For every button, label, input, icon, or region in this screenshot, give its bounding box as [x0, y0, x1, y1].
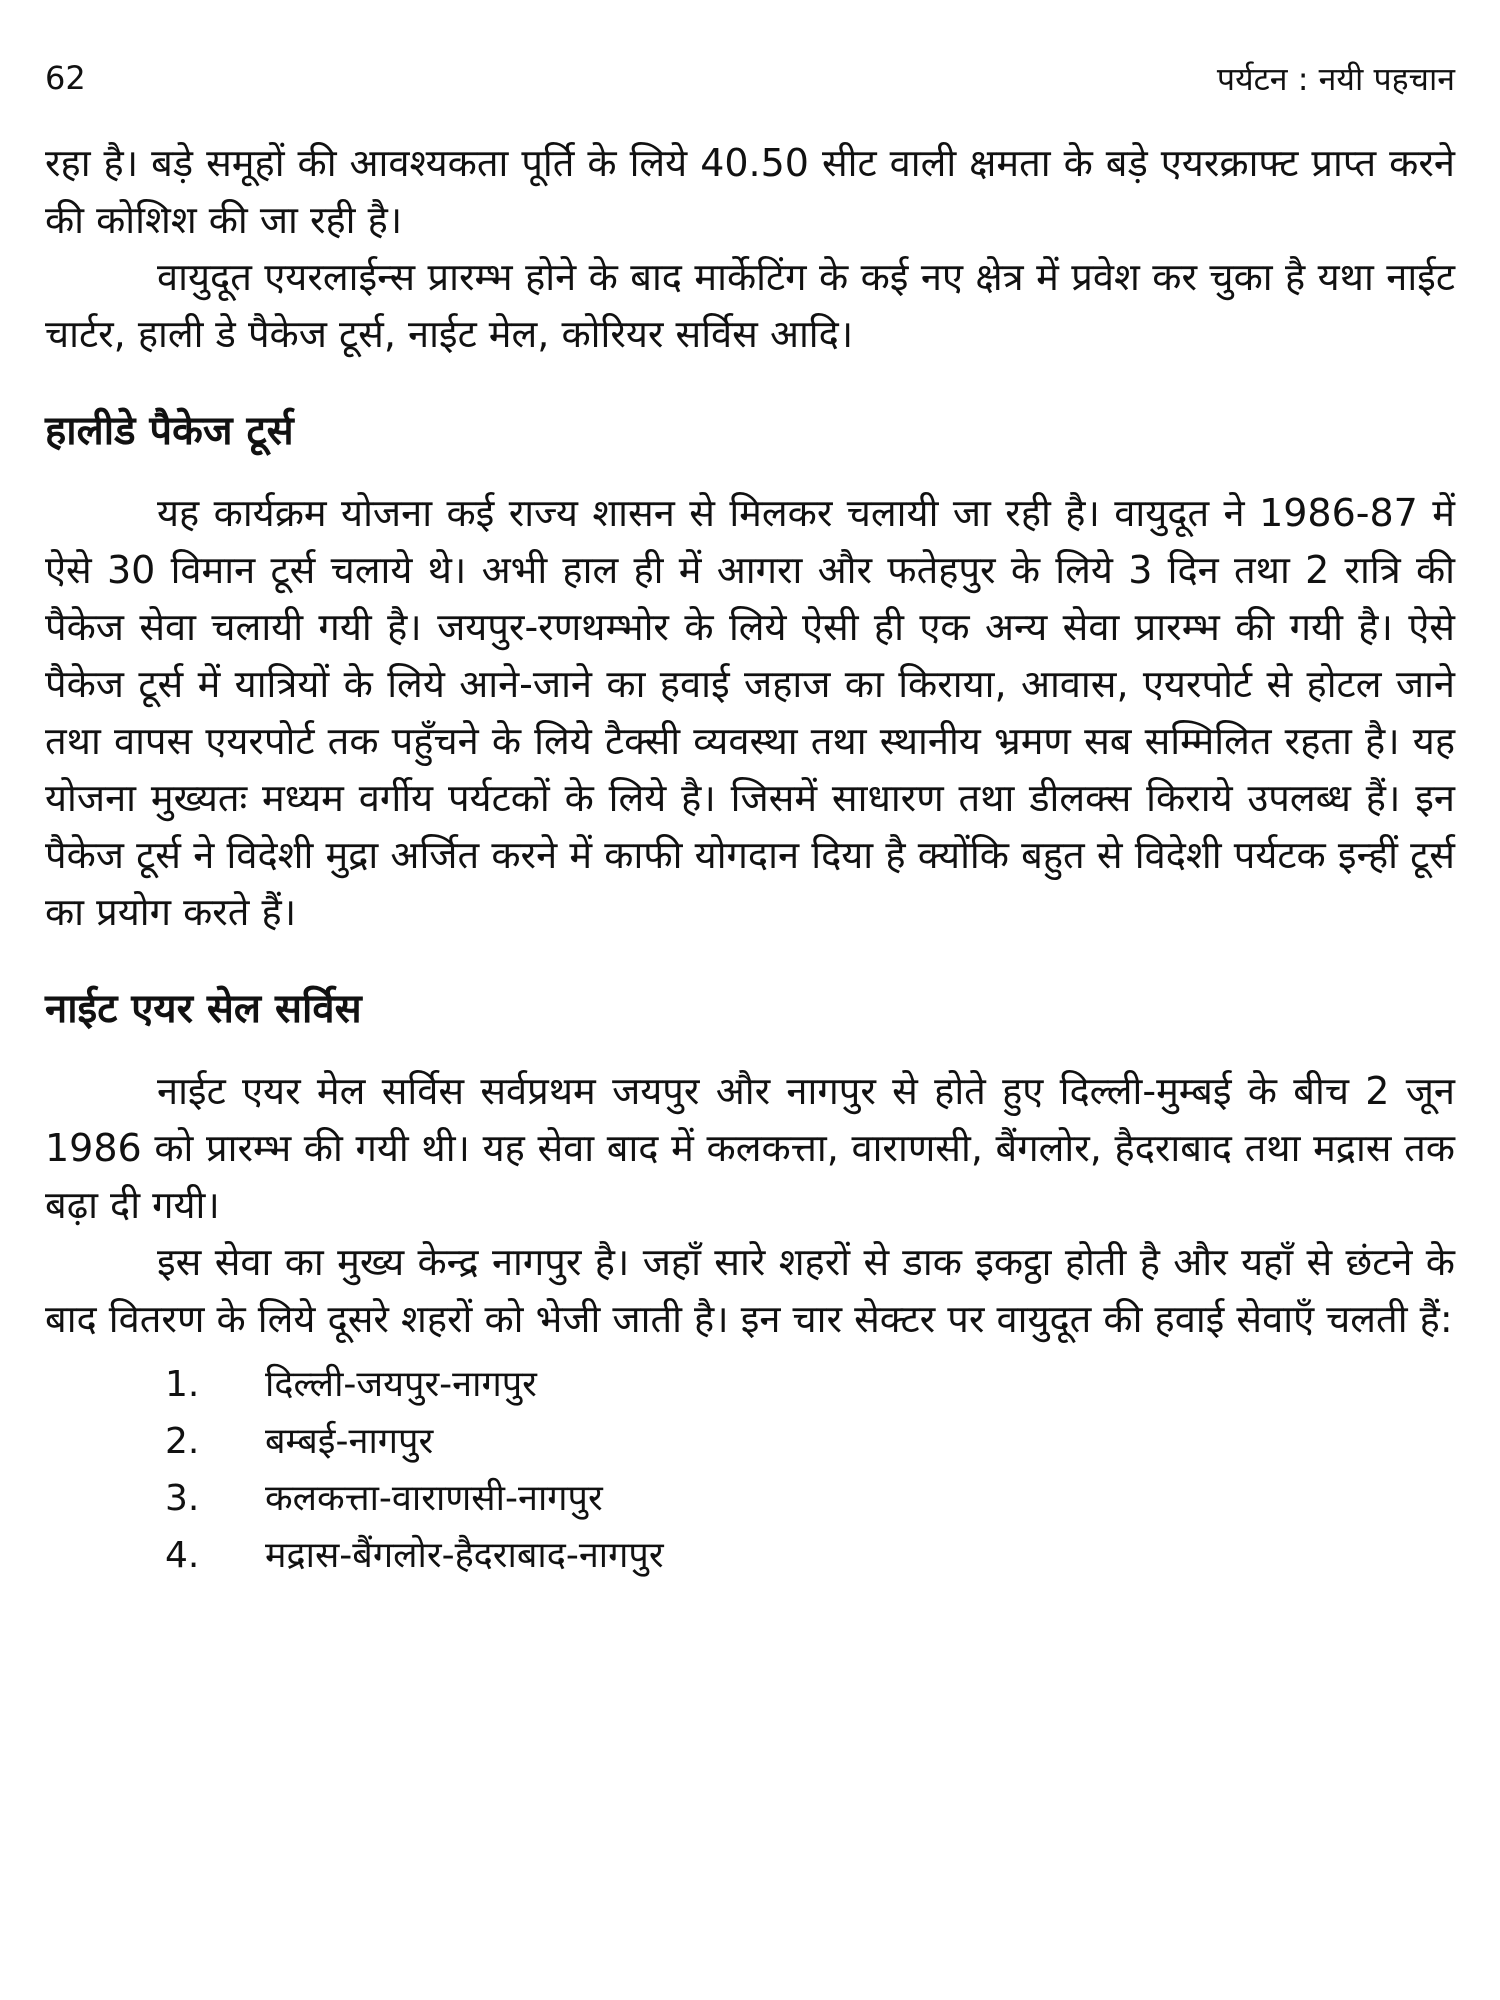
page-number: 62 [45, 59, 86, 97]
route-list [45, 1356, 1455, 1584]
list-item-text: दिल्ली-जयपुर-नागपुर [265, 1364, 537, 1405]
list-item-number: 3. [165, 1478, 200, 1519]
list-item [45, 1356, 1455, 1413]
page-header [45, 48, 1455, 108]
page-body [45, 135, 1455, 1584]
running-title: पर्यटन : नयी पहचान [1216, 59, 1455, 98]
list-item [45, 1413, 1455, 1470]
list-item-text: कलकत्ता-वाराणसी-नागपुर [265, 1478, 603, 1519]
list-item-text: बम्बई-नागपुर [265, 1421, 434, 1462]
list-item [45, 1527, 1455, 1584]
list-item-number: 4. [165, 1535, 200, 1576]
list-item-text: मद्रास-बैंगलोर-हैदराबाद-नागपुर [265, 1535, 664, 1576]
section-heading-night-air-mail-service: नाईट एयर सेल सर्विस [45, 986, 362, 1032]
paragraph-4: नाईट एयर मेल सर्विस सर्वप्रथम जयपुर और नागपुर से होते हुए दिल्ली-मुम्बई के बीच 2 जून 1986 को प्रारम्भ की गयी थी। यह सेवा बाद में कलकत्ता, वाराणसी, बैंगलोर, हैदराबाद तथा मद्रास तक बढ़ा दी गयी। [45, 1069, 1455, 1227]
paragraph-3: यह कार्यक्रम योजना कई राज्य शासन से मिलकर चलायी जा रही है। वायुदूत ने 1986-87 में ऐसे 30 विमान टूर्स चलाये थे। अभी हाल ही में आगरा और फतेहपुर के लिये 3 दिन तथा 2 रात्रि की पैकेज सेवा चलायी गयी है। जयपुर-रणथम्भोर के लिये ऐसी ही एक अन्य सेवा प्रारम्भ की गयी है। ऐसे पैकेज टूर्स में यात्रियों के लिये आने-जाने का हवाई जहाज का किराया, आवास, एयरपोर्ट से होटल जाने तथा वापस एयरपोर्ट तक पहुँचने के लिये टैक्सी व्यवस्था तथा स्थानीय भ्रमण सब सम्मिलित रहता है। यह योजना मुख्यतः मध्यम वर्गीय पर्यटकों के लिये है। जिसमें साधारण तथा डीलक्स किराये उपलब्ध हैं। इन पैकेज टूर्स ने विदेशी मुद्रा अर्जित करने में काफी योगदान दिया है क्योंकि बहुत से विदेशी पर्यटक इन्हीं टूर्स का प्रयोग करते हैं। [45, 491, 1455, 934]
list-item-number: 2. [165, 1421, 200, 1462]
paragraph-5: इस सेवा का मुख्य केन्द्र नागपुर है। जहाँ सारे शहरों से डाक इकट्ठा होती है और यहाँ से छंटने के बाद वितरण के लिये दूसरे शहरों को भेजी जाती है। इन चार सेक्टर पर वायुदूत की हवाई सेवाएँ चलती हैं: [45, 1240, 1455, 1341]
paragraph-1: रहा है। बड़े समूहों की आवश्यकता पूर्ति के लिये 40.50 सीट वाली क्षमता के बड़े एयरक्राफ्ट प्राप्त करने की कोशिश की जा रही है। [45, 141, 1455, 242]
paragraph-2: वायुदूत एयरलाईन्स प्रारम्भ होने के बाद मार्केटिंग के कई नए क्षेत्र में प्रवेश कर चुका है यथा नाईट चार्टर, हाली डे पैकेज टूर्स, नाईट मेल, कोरियर सर्विस आदि। [45, 255, 1455, 356]
list-item [45, 1470, 1455, 1527]
list-item-number: 1. [165, 1364, 200, 1405]
section-heading-holiday-package-tours: हालीडे पैकेज टूर्स [45, 408, 294, 454]
